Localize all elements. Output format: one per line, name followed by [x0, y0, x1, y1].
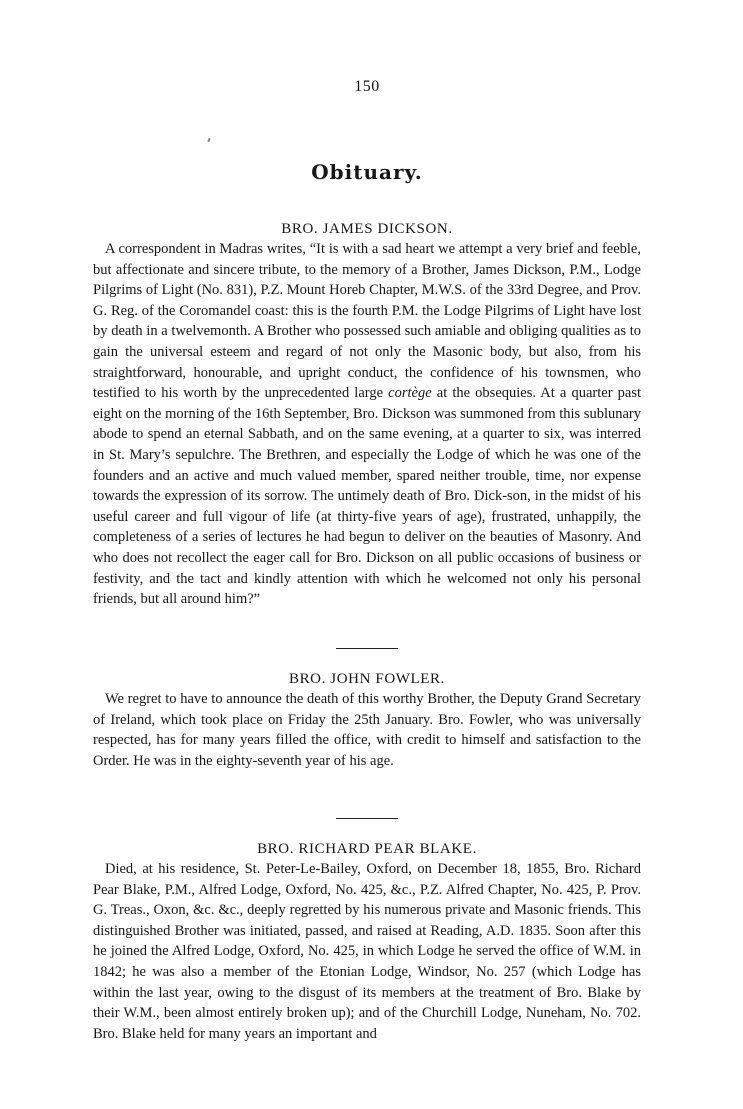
entry-body: Died, at his residence, St. Peter-Le-Bailey, Oxford, on December 18, 1855, Bro. Richard Pear Blake, P.M., Alfred Lodge, Oxford, No. 425, &c., P.Z. Alfred Chapter, No. 425, P. Prov. G. Treas., Oxon, &c. &c., deeply regretted by his numerous private and Masonic friends. This distinguished Brother was initiated, passed, and raised at Reading, A.D. 1835. Soon after this he joined the Alfred Lodge, Oxford, No. 425, in which Lodge he served the office of W.M. in 1842; he was also a member of the Etonian Lodge, Windsor, No. 257 (which Lodge has within the last year, owing to the disgust of its members at the treatment of Bro. Blake by their W.M., been almost entirely broken up); and of the Churchill Lodge, Nuneham, No. 702. Bro. Blake held for many years an important and: [93, 861, 641, 1042]
ink-speck: [207, 138, 210, 142]
section-title: Obituary.: [311, 160, 423, 184]
entry-body: [93, 239, 641, 610]
obituary-entry-fowler: [93, 669, 641, 771]
entry-heading: BRO. JAMES DICKSON.: [281, 221, 453, 237]
entry-heading: BRO. JOHN FOWLER.: [288, 671, 446, 687]
italic-word: cortège: [388, 385, 432, 402]
body-text: A correspondent in Madras writes, “It is with a sad heart we attempt a very brief and feeble, but affectionate and sincere tribute, to the memory of a Brother, James Dickson, P.M., Lodge Pilgrims of Light (No. 831), P.Z. Mount Horeb Chapter, M.W.S. of the 33rd Degree, and Prov. G. Reg. of the Coromandel coast: this is the fourth P.M. the Lodge Pilgrims of Light have lost by death in a twelvemonth. A Brother who possessed such amiable and obliging qualities as to gain the universal esteem and regard of not only the Masonic body, but also, from his straightforward, honourable, and upright conduct, the confidence of his townsmen, who testified to his worth by the unprecedented large: [93, 241, 641, 402]
entry-heading: BRO. RICHARD PEAR BLAKE.: [257, 841, 477, 857]
body-text-continued: at the obsequies. At a quarter past eight on the morning of the 16th September, Bro. Dickson was summoned from this sublunary abode to spend an eternal Sabbath, and on the same evening, at a quarter to six, was interred in St. Mary’s sepulchre. The Brethren, and especially the Lodge of which he was one of the founders and an active and much valued member, spared neither trouble, time, nor expense towards the expression of its sorrow. The untimely death of Bro. Dick-son, in the midst of his useful career and full vigour of life (at thirty-five years of age), frustrated, unhappily, the completeness of a series of lectures he had begun to deliver on the beauties of Masonry. And who does not recollect the eager call for Bro. Dickson on all public occasions of business or festivity, and the tact and kindly attention with which he welcomed not only his personal friends, but all around him?”: [93, 385, 642, 608]
obituary-entry-dickson: [93, 219, 641, 610]
section-divider: [336, 818, 398, 819]
obituary-entry-blake: [93, 839, 641, 1044]
page-number: 150: [354, 78, 380, 95]
section-divider: [336, 648, 398, 649]
entry-body: We regret to have to announce the death of this worthy Brother, the Deputy Grand Secretary of Ireland, which took place on Friday the 25th January. Bro. Fowler, who was universally respected, has for many years filled the office, with credit to himself and satisfaction to the Order. He was in the eighty-seventh year of his age.: [93, 691, 641, 769]
